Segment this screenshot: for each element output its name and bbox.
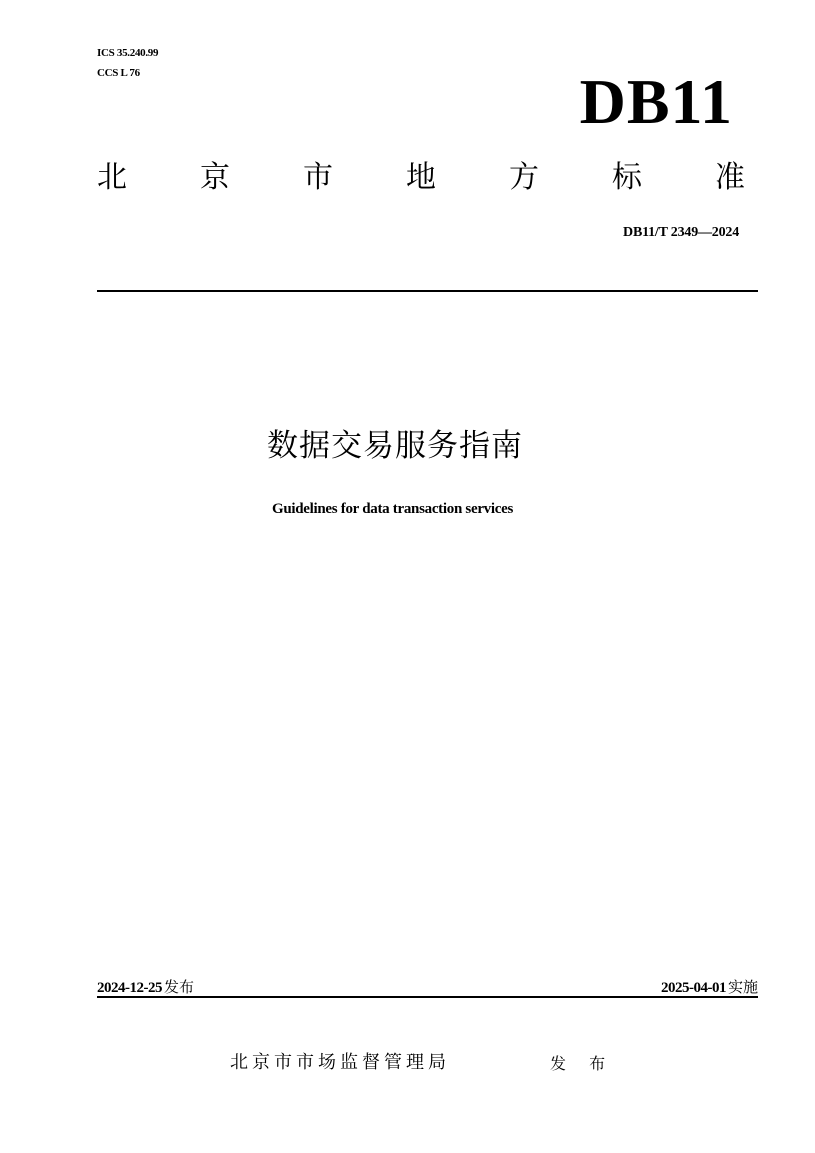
- classification-codes: [97, 43, 158, 83]
- implement-label: 实施: [727, 978, 758, 996]
- publish-date: 2024-12-25: [97, 980, 162, 996]
- standard-number: DB11/T 2349—2024: [623, 225, 739, 240]
- ics-code: ICS 35.240.99: [97, 47, 159, 59]
- standard-type-title: [97, 158, 745, 198]
- implement-date: 2025-04-01: [660, 980, 726, 996]
- standard-type-char: 准: [715, 160, 745, 195]
- issue-label: 发 布: [550, 1054, 615, 1073]
- document-title-english: Guidelines for data transaction services: [271, 501, 514, 517]
- standard-type-char: 地: [406, 160, 436, 195]
- footer-divider: [97, 996, 758, 998]
- publish-label: 发布: [164, 978, 195, 996]
- standard-type-char: 标: [612, 160, 642, 195]
- issuing-authority: 北京市市场监督管理局: [230, 1052, 450, 1073]
- standard-type-char: 方: [509, 160, 539, 195]
- ccs-code: CCS L 76: [97, 67, 140, 79]
- db-standard-logo: DB11: [579, 66, 733, 137]
- standard-type-char: 北: [97, 160, 127, 195]
- header-divider: [97, 290, 758, 292]
- standard-type-char: 京: [200, 160, 230, 195]
- document-title-chinese: 数据交易服务指南: [267, 428, 523, 464]
- standard-type-char: 市: [303, 160, 333, 195]
